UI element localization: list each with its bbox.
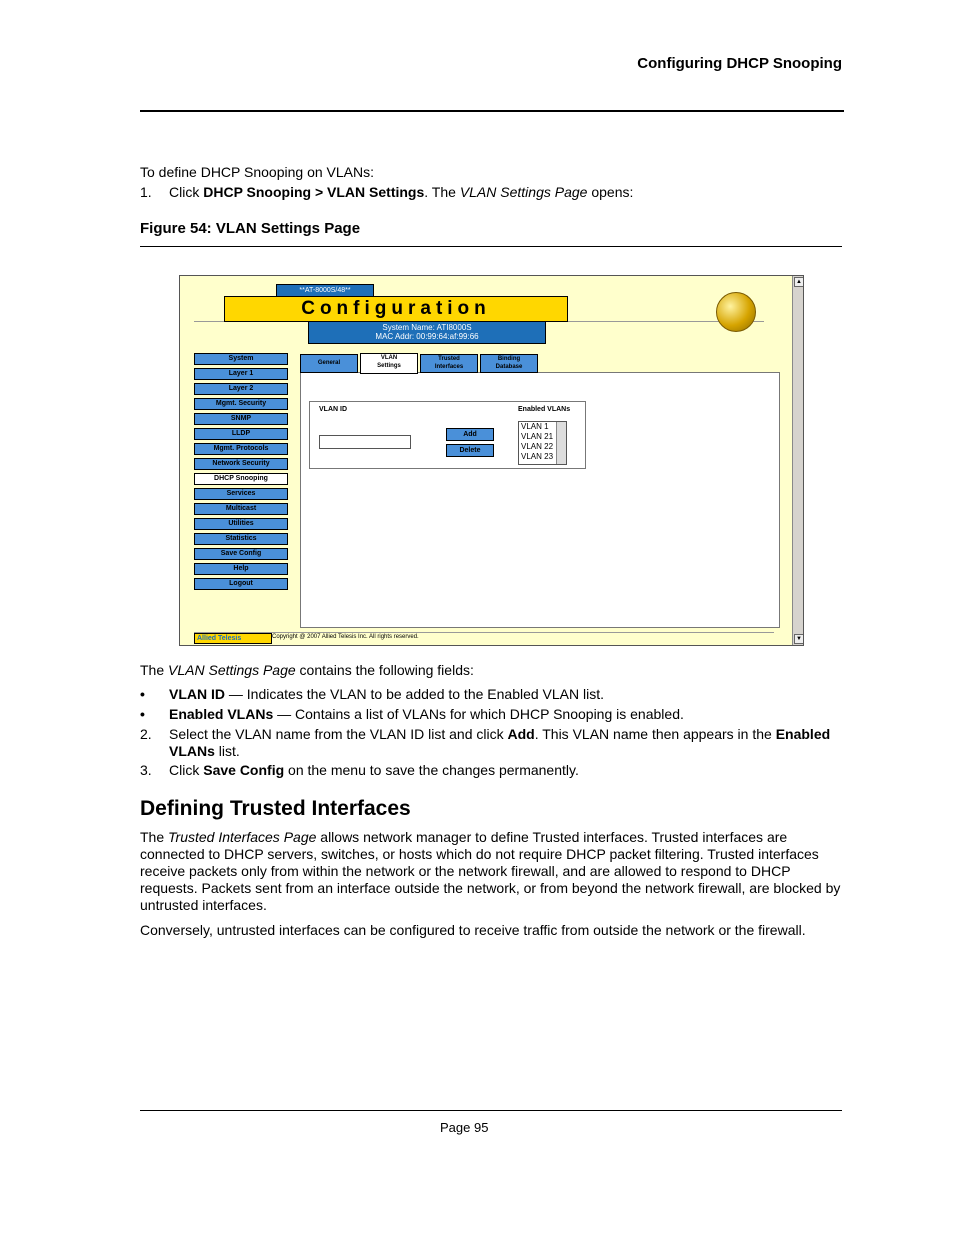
section-paragraph-1 (140, 829, 844, 914)
vlan-option[interactable]: VLAN 21 (521, 432, 554, 441)
menu-item-snmp[interactable]: SNMP (194, 413, 288, 425)
step-1 (140, 184, 633, 201)
menu-item-dhcp-snooping[interactable]: DHCP Snooping (194, 473, 288, 485)
step-3-text: Click (169, 762, 204, 778)
tab-trusted[interactable] (420, 354, 478, 373)
step-2-text-end: list. (214, 743, 240, 759)
step-1-text-end: opens: (587, 184, 634, 200)
figure-caption: Figure 54: VLAN Settings Page (140, 220, 361, 237)
field-desc: — Contains a list of VLANs for which DHCP Snooping is enabled. (273, 706, 684, 722)
tab-label-line-1: General (317, 360, 341, 366)
field-vlan-id (140, 686, 604, 703)
tab-vlan[interactable] (360, 353, 418, 374)
menu-item-mgmt-protocols[interactable]: Mgmt. Protocols (194, 443, 288, 455)
figure-rule (140, 246, 842, 247)
step-2-add: Add (507, 726, 535, 742)
p1-line-1: allows network manager to define Trusted interfaces. Trusted interfaces are (316, 829, 788, 845)
p1-line-3: receive packets only from within the network or the network firewall, and are allowed to respond to DHCP (140, 863, 791, 879)
step-3 (140, 762, 579, 779)
p1-page-name: Trusted Interfaces Page (168, 829, 317, 845)
step-2-vlans: VLANs (169, 743, 215, 759)
p1-line-2: connected to DHCP servers, switches, or hosts which do not require DHCP packet filtering. Trusted interfaces (140, 846, 819, 862)
menu-item-multicast[interactable]: Multicast (194, 503, 288, 515)
field-name: VLAN ID (169, 686, 225, 702)
step-2-enabled: Enabled (775, 726, 831, 742)
menu-item-save-config[interactable]: Save Config (194, 548, 288, 560)
step-3-text-end: on the menu to save the changes permanently. (284, 762, 579, 778)
fields-lead-text-end: contains the following fields: (295, 662, 474, 678)
step-1-text: Click (169, 184, 204, 200)
tab-label-line-1: Trusted (438, 356, 460, 362)
running-header: Configuring DHCP Snooping (637, 55, 842, 72)
vlan-option[interactable]: VLAN 1 (521, 422, 549, 431)
globe-logo-icon (716, 292, 756, 332)
menu-item-help[interactable]: Help (194, 563, 288, 575)
menu-item-system[interactable]: System (194, 353, 288, 365)
configuration-banner: Configuration (224, 296, 568, 322)
tab-binding[interactable] (480, 354, 538, 373)
menu-item-lldp[interactable]: LLDP (194, 428, 288, 440)
delete-button[interactable]: Delete (446, 444, 494, 457)
menu-item-mgmt-security[interactable]: Mgmt. Security (194, 398, 288, 410)
step-3-number: 3. (140, 762, 152, 778)
tab-label-line-2: Settings (377, 363, 401, 369)
step-1-page-name: VLAN Settings Page (459, 184, 588, 200)
p1-line-5: untrusted interfaces. (140, 897, 267, 913)
menu-item-logout[interactable]: Logout (194, 578, 288, 590)
section-heading: Defining Trusted Interfaces (140, 797, 411, 820)
bullet-icon: • (140, 686, 145, 702)
step-1-text-mid: . The (424, 184, 460, 200)
menu-item-layer-2[interactable]: Layer 2 (194, 383, 288, 395)
intro-lead: To define DHCP Snooping on VLANs: (140, 164, 374, 180)
vlan-option[interactable]: VLAN 22 (521, 442, 554, 451)
fields-lead (140, 662, 474, 679)
enabled-vlans-list[interactable] (518, 421, 567, 465)
section-paragraph-2: Conversely, untrusted interfaces can be configured to receive traffic from outside the network or the firewall. (140, 922, 806, 938)
allied-telesis-logo: Allied Telesis (194, 633, 272, 644)
scroll-up-icon[interactable]: ▲ (794, 277, 804, 287)
field-enabled-vlans (140, 706, 684, 723)
scroll-down-icon[interactable]: ▼ (794, 634, 804, 644)
vlan-id-input[interactable] (319, 435, 411, 449)
tab-general[interactable] (300, 354, 358, 373)
footer-rule (140, 1110, 842, 1111)
tab-label-line-1: VLAN (380, 355, 398, 361)
field-name: Enabled VLANs (169, 706, 274, 722)
menu-item-statistics[interactable]: Statistics (194, 533, 288, 545)
system-name: System Name: ATI8000S (382, 323, 472, 332)
menu-item-utilities[interactable]: Utilities (194, 518, 288, 530)
tab-label-line-1: Binding (497, 356, 521, 362)
device-model: **AT-8000S/48** (276, 284, 374, 298)
screenshot-scrollbar[interactable] (792, 276, 803, 645)
menu-item-network-security[interactable]: Network Security (194, 458, 288, 470)
tab-label-line-2: Database (495, 364, 523, 370)
menu-item-services[interactable]: Services (194, 488, 288, 500)
system-info (308, 321, 546, 344)
mac-address: MAC Addr: 00:99:64:af:99:66 (375, 332, 479, 341)
bullet-icon: • (140, 706, 145, 722)
fields-lead-page-name: VLAN Settings Page (168, 662, 296, 678)
step-1-number: 1. (140, 184, 152, 200)
copyright: Copyright @ 2007 Allied Telesis Inc. All rights reserved. (272, 634, 419, 640)
add-button[interactable]: Add (446, 428, 494, 441)
header-rule (140, 110, 844, 112)
field-desc: — Indicates the VLAN to be added to the Enabled VLAN list. (225, 686, 605, 702)
step-3-save-config: Save Config (203, 762, 285, 778)
menu-item-layer-1[interactable]: Layer 1 (194, 368, 288, 380)
enabled-vlans-label: Enabled VLANs (518, 406, 571, 413)
step-2-number: 2. (140, 726, 152, 742)
p1-text: The (140, 829, 169, 845)
footer-divider (194, 632, 774, 633)
step-2-text: Select the VLAN name from the VLAN ID list and click (169, 726, 508, 742)
p1-line-4: requests. Packets sent from an interface outside the network, or from beyond the network firewall, are blocked by (140, 880, 841, 896)
step-2 (140, 726, 840, 760)
vlan-option[interactable]: VLAN 23 (521, 452, 554, 461)
list-scrollbar[interactable] (556, 422, 566, 464)
vlan-settings-screenshot (179, 275, 804, 646)
vlan-id-label: VLAN ID (319, 406, 347, 413)
step-1-menu-path: DHCP Snooping > VLAN Settings (203, 184, 425, 200)
page-number: Page 95 (440, 1120, 489, 1135)
fields-lead-text: The (140, 662, 169, 678)
tab-label-line-2: Interfaces (434, 364, 464, 370)
step-2-text-mid: . This VLAN name then appears in the (534, 726, 776, 742)
